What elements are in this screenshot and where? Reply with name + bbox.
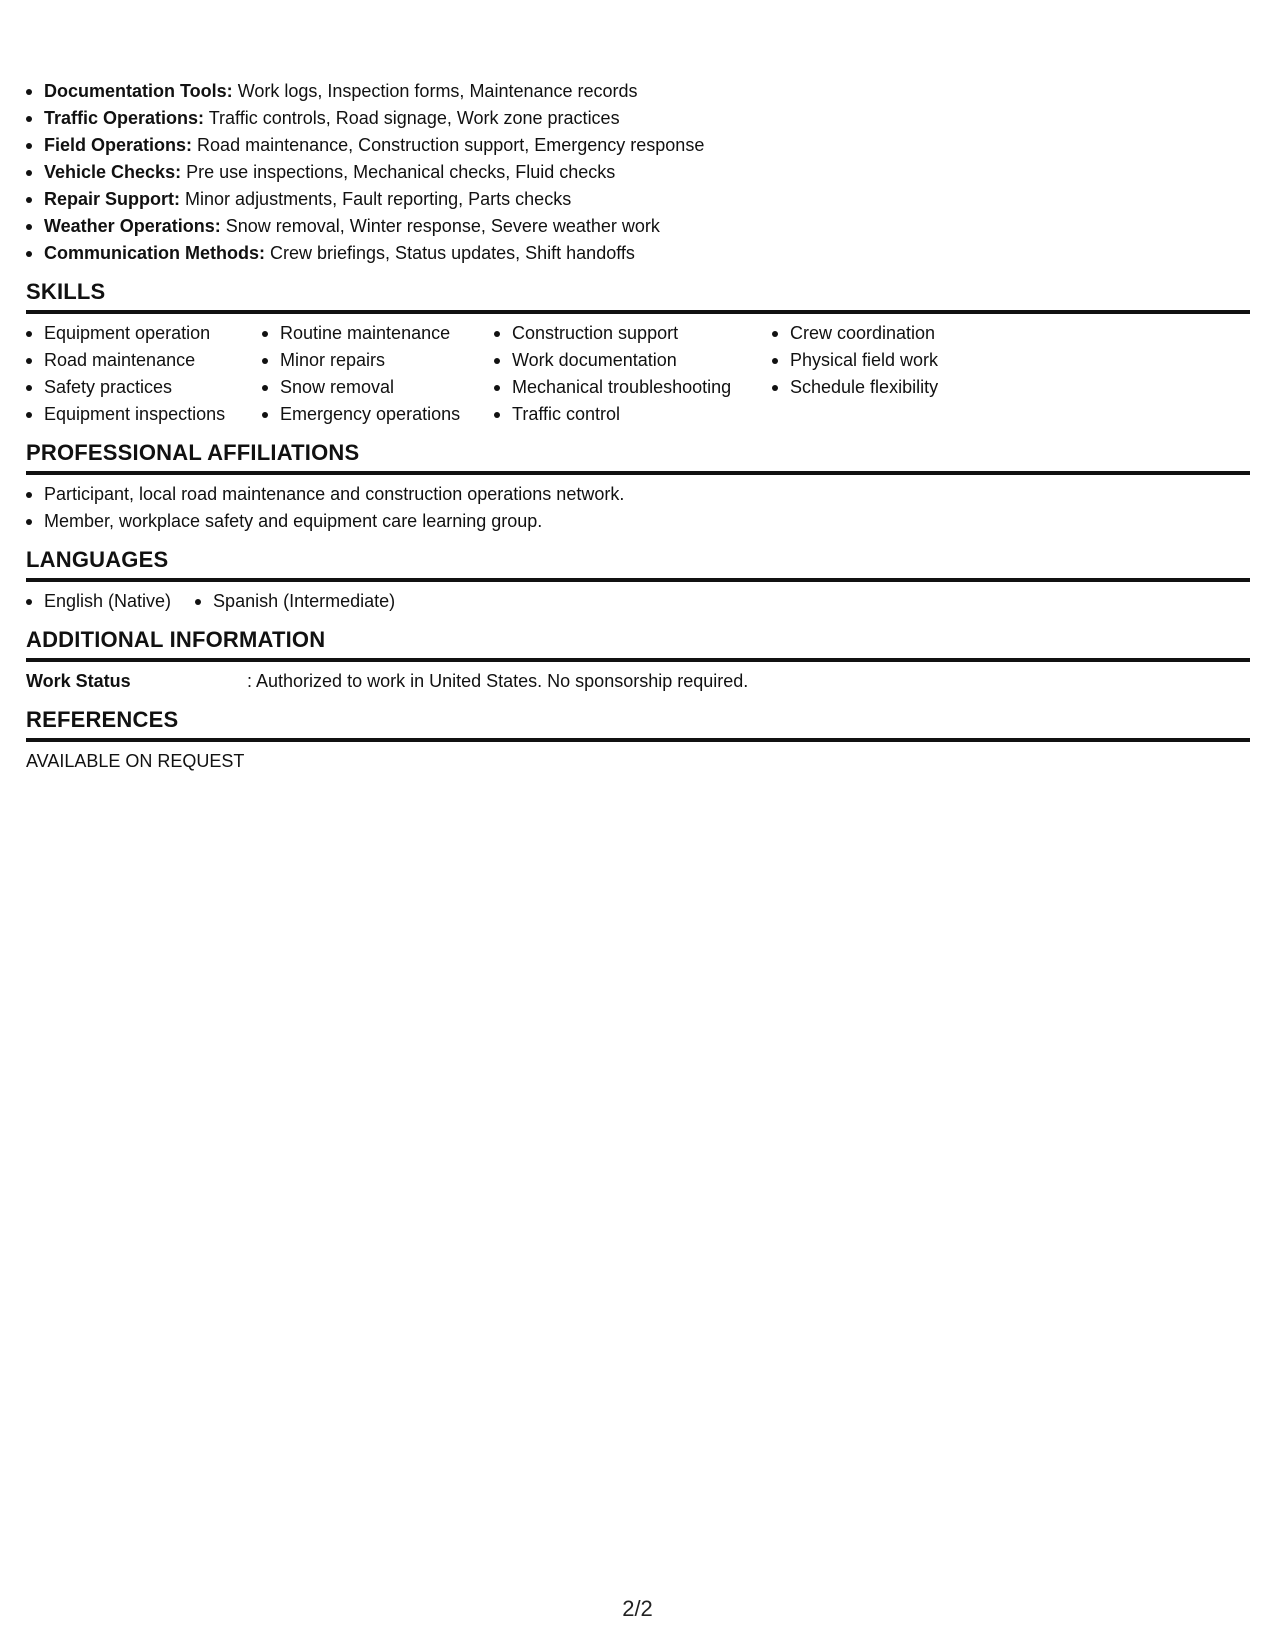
skills-column bbox=[26, 320, 262, 428]
language-item: English (Native) bbox=[26, 588, 171, 615]
item-label: Repair Support: bbox=[44, 189, 181, 209]
skill-item: Equipment operation bbox=[26, 320, 262, 347]
item-value: Minor adjustments, Fault reporting, Parts checks bbox=[185, 189, 572, 209]
section-title: ADDITIONAL INFORMATION bbox=[26, 627, 1250, 662]
skills-column bbox=[772, 320, 1032, 428]
item-value: Work logs, Inspection forms, Maintenance records bbox=[237, 81, 638, 101]
references-section bbox=[26, 707, 1250, 775]
list-item bbox=[26, 105, 1250, 132]
section-title: SKILLS bbox=[26, 279, 1250, 314]
skill-item: Traffic control bbox=[494, 401, 772, 428]
list-item: Member, workplace safety and equipment care learning group. bbox=[26, 508, 1250, 535]
section-title: PROFESSIONAL AFFILIATIONS bbox=[26, 440, 1250, 475]
item-label: Vehicle Checks: bbox=[44, 162, 182, 182]
skills-column bbox=[262, 320, 494, 428]
item-value: Pre use inspections, Mechanical checks, Fluid checks bbox=[186, 162, 616, 182]
list-item bbox=[26, 159, 1250, 186]
item-value: Snow removal, Winter response, Severe weather work bbox=[225, 216, 660, 236]
skill-item: Minor repairs bbox=[262, 347, 494, 374]
skill-item: Construction support bbox=[494, 320, 772, 347]
skill-item: Equipment inspections bbox=[26, 401, 262, 428]
languages-list bbox=[26, 588, 1250, 615]
skill-item: Crew coordination bbox=[772, 320, 1032, 347]
affiliations-list bbox=[26, 481, 1250, 535]
skill-item: Safety practices bbox=[26, 374, 262, 401]
languages-section bbox=[26, 547, 1250, 615]
affiliations-section bbox=[26, 440, 1250, 535]
skill-item: Snow removal bbox=[262, 374, 494, 401]
item-label: Weather Operations: bbox=[44, 216, 221, 236]
resume-content bbox=[26, 78, 1250, 775]
skills-section bbox=[26, 279, 1250, 428]
item-label: Field Operations: bbox=[44, 135, 193, 155]
references-text: AVAILABLE ON REQUEST bbox=[26, 751, 245, 771]
item-value: Traffic controls, Road signage, Work zone practices bbox=[208, 108, 620, 128]
list-item bbox=[26, 186, 1250, 213]
work-status-value: : Authorized to work in United States. No sponsorship required. bbox=[247, 671, 749, 691]
page-number: 2/2 bbox=[622, 1596, 653, 1621]
tools-list bbox=[26, 78, 1250, 267]
skills-grid bbox=[26, 320, 1250, 428]
section-title: REFERENCES bbox=[26, 707, 1250, 742]
additional-info-section bbox=[26, 627, 1250, 695]
skills-column bbox=[494, 320, 772, 428]
skill-item: Road maintenance bbox=[26, 347, 262, 374]
list-item bbox=[26, 240, 1250, 267]
item-label: Traffic Operations: bbox=[44, 108, 205, 128]
skill-item: Work documentation bbox=[494, 347, 772, 374]
list-item: Participant, local road maintenance and construction operations network. bbox=[26, 481, 1250, 508]
language-item: Spanish (Intermediate) bbox=[195, 588, 395, 615]
section-title: LANGUAGES bbox=[26, 547, 1250, 582]
list-item bbox=[26, 213, 1250, 240]
work-status-label: Work Status bbox=[26, 671, 131, 691]
skill-item: Schedule flexibility bbox=[772, 374, 1032, 401]
item-label: Communication Methods: bbox=[44, 243, 265, 263]
list-item bbox=[26, 132, 1250, 159]
skill-item: Emergency operations bbox=[262, 401, 494, 428]
list-item bbox=[26, 78, 1250, 105]
item-label: Documentation Tools: bbox=[44, 81, 233, 101]
item-value: Crew briefings, Status updates, Shift handoffs bbox=[270, 243, 635, 263]
skill-item: Physical field work bbox=[772, 347, 1032, 374]
skill-item: Routine maintenance bbox=[262, 320, 494, 347]
skill-item: Mechanical troubleshooting bbox=[494, 374, 772, 401]
item-value: Road maintenance, Construction support, Emergency response bbox=[197, 135, 705, 155]
work-status-row bbox=[26, 668, 1250, 695]
